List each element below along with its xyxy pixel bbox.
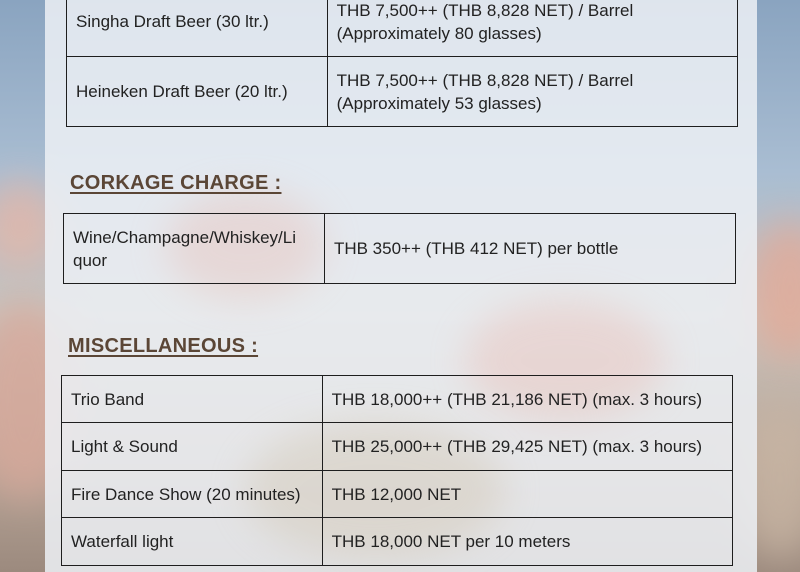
price-text: THB 25,000++ (THB 29,425 NET) (max. 3 hours) bbox=[331, 437, 703, 456]
price-text: THB 7,500++ (THB 8,828 NET) / Barrel bbox=[336, 0, 634, 20]
table-row bbox=[67, 0, 738, 57]
item-cell bbox=[62, 423, 323, 471]
price-text: THB 18,000++ (THB 21,186 NET) (max. 3 hours) bbox=[331, 389, 703, 409]
table-row bbox=[62, 423, 733, 471]
corkage-table bbox=[63, 213, 736, 284]
item-cell bbox=[67, 0, 328, 57]
beer-price-table bbox=[66, 0, 738, 127]
item-cell bbox=[62, 518, 323, 566]
price-note: (Approximately 80 glasses) bbox=[336, 23, 542, 43]
miscellaneous-heading: MISCELLANEOUS : bbox=[68, 335, 259, 357]
item-cell bbox=[67, 57, 328, 127]
price-cell bbox=[327, 0, 737, 57]
item-name: Heineken Draft Beer (20 ltr.) bbox=[76, 82, 288, 101]
item-cell bbox=[64, 214, 325, 284]
price-cell bbox=[327, 57, 737, 127]
table-row bbox=[67, 57, 738, 127]
price-cell bbox=[324, 214, 735, 284]
table-row bbox=[62, 471, 733, 518]
table-row bbox=[64, 214, 736, 284]
table-row bbox=[62, 518, 733, 566]
item-name: Singha Draft Beer (30 ltr.) bbox=[76, 12, 269, 31]
price-text: THB 7,500++ (THB 8,828 NET) / Barrel bbox=[336, 70, 634, 90]
item-cell bbox=[62, 471, 323, 518]
price-cell bbox=[322, 518, 732, 566]
item-name: Light & Sound bbox=[71, 437, 178, 456]
price-cell bbox=[322, 423, 732, 471]
price-cell bbox=[322, 376, 732, 423]
item-name: Fire Dance Show (20 minutes) bbox=[71, 484, 301, 504]
item-cell bbox=[62, 376, 323, 423]
price-text: THB 18,000 NET per 10 meters bbox=[331, 532, 571, 551]
price-text: THB 12,000 NET bbox=[331, 484, 462, 504]
item-name: Waterfall light bbox=[71, 532, 174, 551]
price-cell bbox=[322, 471, 732, 518]
item-name: Wine/Champagne/Whiskey/Li bbox=[73, 227, 296, 247]
price-text: THB 350++ (THB 412 NET) per bottle bbox=[333, 239, 619, 258]
price-note: (Approximately 53 glasses) bbox=[336, 93, 542, 113]
table-row bbox=[62, 376, 733, 423]
item-name-continued: quor bbox=[73, 250, 108, 270]
corkage-heading: CORKAGE CHARGE : bbox=[70, 172, 282, 194]
miscellaneous-table bbox=[61, 375, 733, 566]
item-name: Trio Band bbox=[71, 389, 145, 409]
